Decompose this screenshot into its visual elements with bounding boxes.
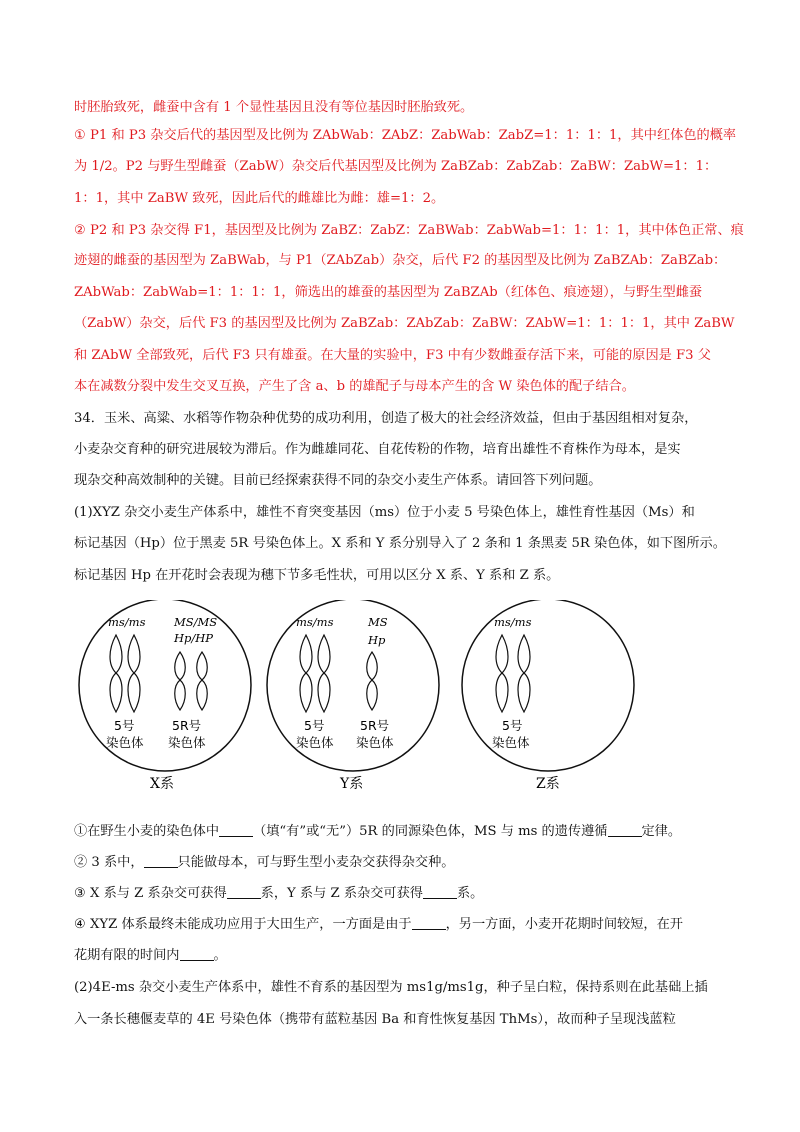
chromosome-figure	[70, 600, 710, 805]
answer-blank[interactable]	[412, 915, 446, 930]
gene-label: MS	[368, 615, 388, 629]
answer-line: 时胚胎致死，雌蚕中含有 1 个显性基因且没有等位基因时胚胎致死。	[74, 100, 474, 115]
sub-question-4-cont	[74, 946, 227, 966]
question-text: 现杂交种高效制种的关键。目前已经探索获得不同的杂交小麦生产体系。请回答下列问题。	[74, 473, 602, 488]
answer-blank[interactable]	[423, 884, 457, 899]
chromosome-label: 5号	[502, 718, 523, 733]
answer-line: 和 ZAbW 全部致死，后代 F3 只有雄蚕。在大量的实验中，F3 中有少数雌蚕存活下来，可能的原因是 F3 父	[74, 348, 711, 363]
question-text: 定律。	[641, 824, 682, 839]
sub-question-4	[74, 915, 683, 935]
chromosome-label: 染色体	[492, 735, 530, 750]
question-text: 入一条长穗偃麦草的 4E 号染色体（携带有蓝粒基因 Ba 和育性恢复基因 ThMs），故而种子呈现浅蓝粒	[74, 1012, 676, 1027]
x-line-cell	[79, 600, 251, 792]
answer-blank[interactable]	[608, 822, 642, 837]
sub-question-3	[74, 884, 483, 904]
sub-question-1	[74, 822, 681, 842]
chromosome-label: 5R号	[172, 718, 202, 733]
chromosome	[318, 635, 330, 712]
answer-line: 1：1，其中 ZaBW 致死，因此后代的雌雄比为雌：雄=1：2。	[74, 191, 445, 206]
question-text: (2)4E-ms 杂交小麦生产体系中，雄性不育系的基因型为 ms1g/ms1g，种子呈白粒，保持系则在此基础上插	[74, 980, 708, 995]
question-text: 标记基因（Hp）位于黑麦 5R 号染色体上。X 系和 Y 系分别导入了 2 条和 1 条黑麦 5R 染色体，如下图所示。	[74, 536, 726, 551]
question-text: ④ XYZ 体系最终未能成功应用于大田生产，一方面是由于	[74, 917, 412, 932]
line-label: Y系	[340, 776, 364, 792]
question-text: （填“有”或“无”）5R 的同源染色体，MS 与 ms 的遗传遵循	[253, 824, 608, 839]
chromosome-label: 染色体	[356, 735, 394, 750]
chromosome	[518, 635, 530, 712]
chromosome-label: 染色体	[168, 735, 206, 750]
gene-label: Hp	[368, 633, 386, 647]
question-text: 34．玉米、高粱、水稻等作物杂种优势的成功利用，创造了极大的社会经济效益，但由于基因组相对复杂，	[74, 411, 698, 426]
question-text: 只能做母本，可与野生型小麦杂交获得杂交种。	[177, 855, 455, 870]
chromosome-label: 5R号	[360, 718, 390, 733]
question-text: ② 3 系中，	[74, 855, 144, 870]
answer-line: （ZabW）杂交，后代 F3 的基因型及比例为 ZaBZab：ZAbZab：ZaBW：ZAbW=1：1：1：1，其中 ZaBW	[74, 316, 735, 331]
chromosome-label: 5号	[304, 718, 325, 733]
question-text: ，另一方面，小麦开花期时间较短，在开	[445, 917, 683, 932]
sub-question-2	[74, 853, 454, 873]
answer-line: ② P2 和 P3 杂交得 F1，基因型及比例为 ZaBZ：ZabZ：ZaBWab：ZabWab=1：1：1：1，其中体色正常、痕	[74, 223, 744, 238]
chromosome	[175, 652, 186, 710]
line-label: X系	[150, 776, 174, 792]
question-text: 系，Y 系与 Z 系杂交可获得	[260, 886, 423, 901]
answer-line: 为 1/2。P2 与野生型雌蚕（ZabW）杂交后代基因型及比例为 ZaBZab：ZabZab：ZaBW：ZabW=1：1：	[74, 159, 718, 174]
answer-line: 本在减数分裂中发生交叉互换，产生了含 a、b 的雄配子与母本产生的含 W 染色体的配子结合。	[74, 379, 635, 394]
gene-label: Hp/HP	[174, 631, 214, 645]
answer-line: ZAbWab：ZabWab=1：1：1：1，筛选出的雄蚕的基因型为 ZaBZAb（红体色、痕迹翅），与野生型雌蚕	[74, 285, 703, 300]
chromosome	[128, 635, 140, 712]
answer-blank[interactable]	[219, 822, 253, 837]
question-text: 花期有限的时间内	[74, 948, 180, 963]
question-text: 。	[213, 948, 227, 963]
chromosome	[367, 652, 378, 710]
gene-label: ms/ms	[296, 615, 334, 629]
chromosome	[110, 635, 122, 712]
gene-label: MS/MS	[174, 615, 218, 629]
question-text: 系。	[456, 886, 484, 901]
answer-blank[interactable]	[227, 884, 261, 899]
chromosome-label: 5号	[114, 718, 135, 733]
y-line-cell	[267, 600, 439, 792]
gene-label: ms/ms	[108, 615, 146, 629]
gene-label: ms/ms	[494, 615, 532, 629]
chromosome	[197, 652, 208, 710]
chromosome-label: 染色体	[296, 735, 334, 750]
line-label: Z系	[536, 776, 560, 792]
question-text: (1)XYZ 杂交小麦生产体系中，雄性不育突变基因（ms）位于小麦 5 号染色体上，雄性育性基因（Ms）和	[74, 505, 695, 520]
question-text: 小麦杂交育种的研究进展较为滞后。作为雌雄同花、自花传粉的作物，培育出雄性不育株作为母本，是实	[74, 442, 681, 457]
answer-line: 迹翅的雌蚕的基因型为 ZaBWab，与 P1（ZAbZab）杂交，后代 F2 的基因型及比例为 ZaBZAb：ZaBZab：	[74, 253, 727, 268]
answer-blank[interactable]	[144, 853, 178, 868]
z-line-cell	[462, 600, 634, 792]
answer-line: ① P1 和 P3 杂交后代的基因型及比例为 ZAbWab：ZAbZ：ZabWab：ZabZ=1：1：1：1，其中红体色的概率	[74, 128, 737, 143]
chromosome	[300, 635, 312, 712]
answer-blank[interactable]	[180, 946, 214, 961]
question-text: 标记基因 Hp 在开花时会表现为穗下节多毛性状，可用以区分 X 系、Y 系和 Z 系。	[74, 568, 560, 583]
chromosome-label: 染色体	[106, 735, 144, 750]
question-text: ③ X 系与 Z 系杂交可获得	[74, 886, 227, 901]
question-text: ①在野生小麦的染色体中	[74, 824, 220, 839]
chromosome	[496, 635, 508, 712]
